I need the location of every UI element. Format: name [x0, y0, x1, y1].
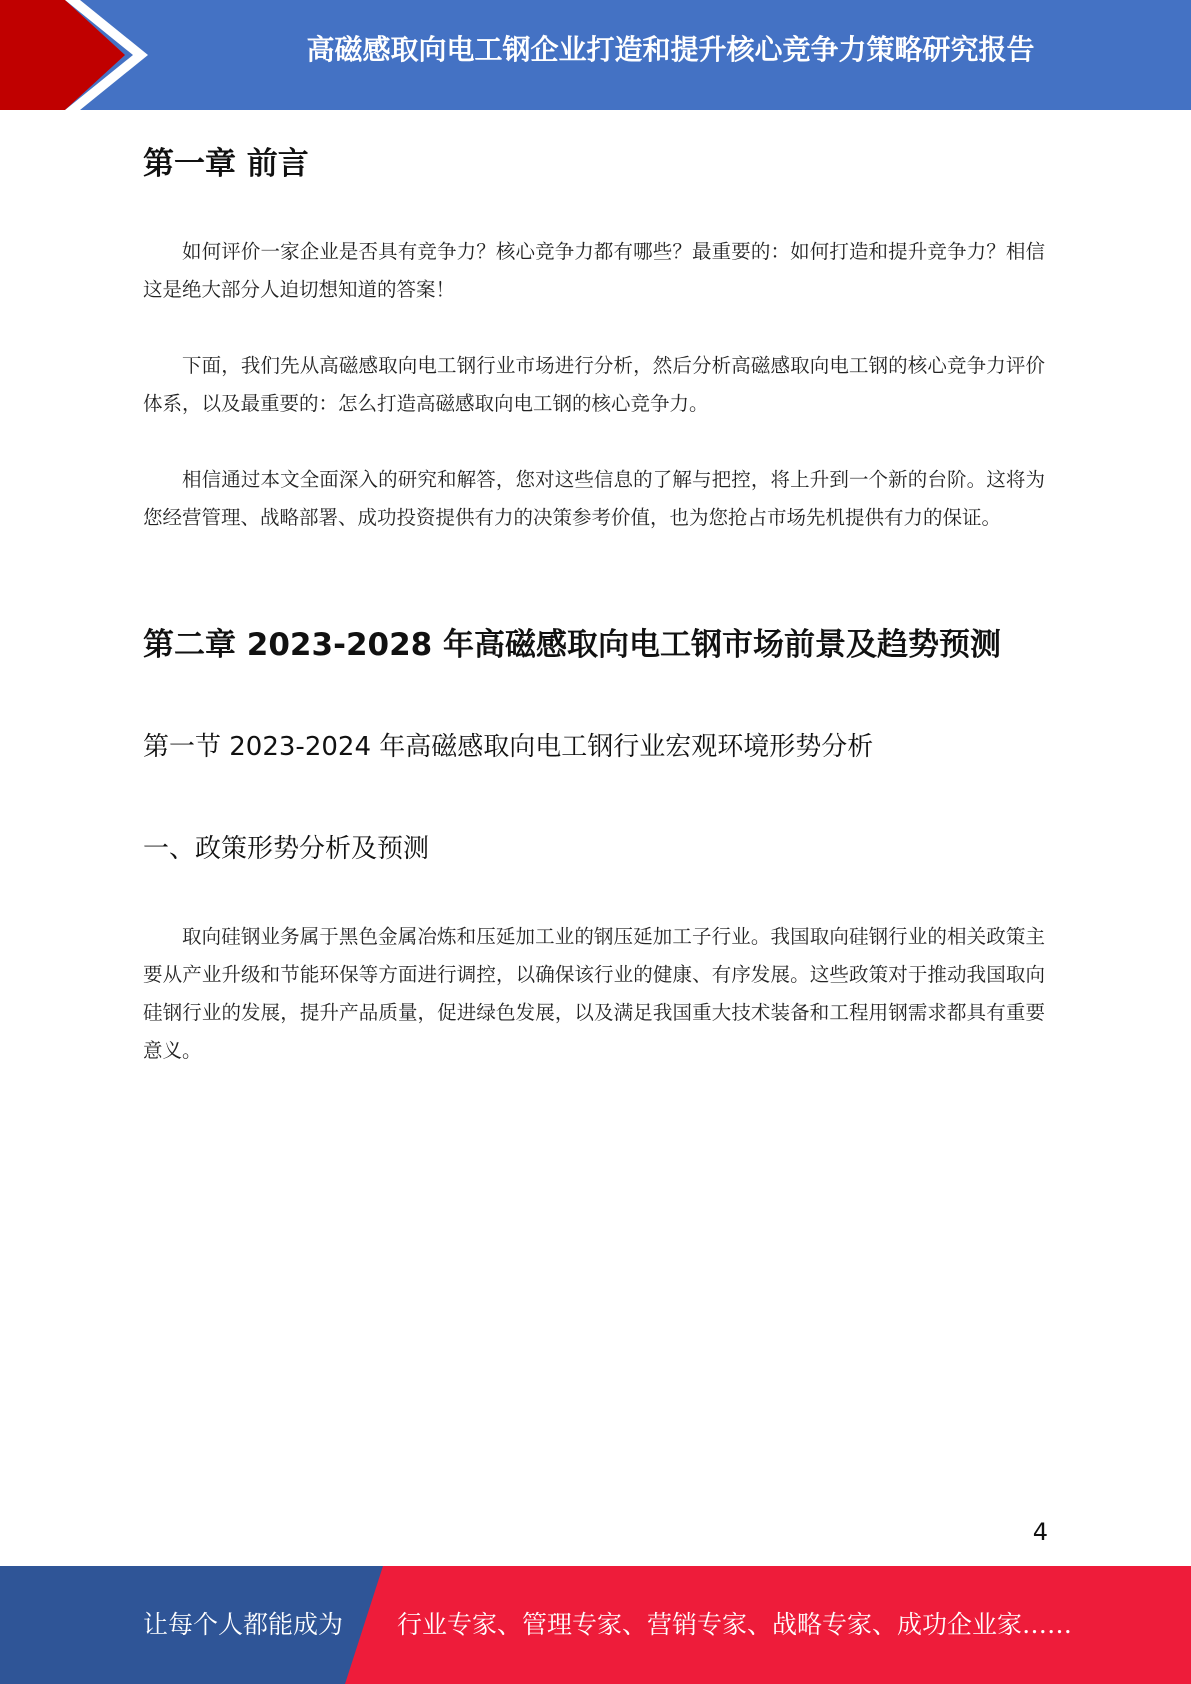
chapter-2-title: 第二章 2023-2028 年高磁感取向电工钢市场前景及趋势预测: [143, 627, 1002, 663]
section-1-title: 第一节 2023-2024 年高磁感取向电工钢行业宏观环境形势分析: [143, 732, 874, 762]
page-number: 4: [1032, 1518, 1048, 1546]
chapter-1-paragraph: 如何评价一家企业是否具有竞争力？核心竞争力都有哪些？最重要的：如何打造和提升竞争力？相信这是绝大部分人迫切想知道的答案！: [143, 240, 1045, 301]
header-chevron-logo: [0, 0, 160, 110]
header-red-block: [0, 0, 125, 110]
header-band: [0, 0, 1191, 110]
footer-slogan-left: 让每个人都能成为: [143, 1610, 344, 1639]
report-title: 高磁感取向电工钢企业打造和提升核心竞争力策略研究报告: [306, 33, 1035, 66]
chapter-1-title: 第一章 前言: [143, 146, 309, 182]
subsection-1-paragraph: 取向硅钢业务属于黑色金属冶炼和压延加工业的钢压延加工子行业。我国取向硅钢行业的相关政策主要从产业升级和节能环保等方面进行调控，以确保该行业的健康、有序发展。这些政策对于推动我国取向硅钢行业的发展，提升产品质量，促进绿色发展，以及满足我国重大技术装备和工程用钢需求都具有重要意义。: [143, 925, 1045, 1062]
subsection-1-title: 一、政策形势分析及预测: [143, 834, 430, 864]
chapter-1-paragraph: 相信通过本文全面深入的研究和解答，您对这些信息的了解与把控，将上升到一个新的台阶。这将为您经营管理、战略部署、成功投资提供有力的决策参考价值，也为您抢占市场先机提供有力的保证。: [143, 468, 1045, 529]
footer-slogan-right: 行业专家、管理专家、营销专家、战略专家、成功企业家……: [397, 1610, 1073, 1639]
footer-band: [0, 1566, 1191, 1684]
chapter-1-paragraph: 下面，我们先从高磁感取向电工钢行业市场进行分析，然后分析高磁感取向电工钢的核心竞争力评价体系，以及最重要的：怎么打造高磁感取向电工钢的核心竞争力。: [143, 354, 1045, 415]
